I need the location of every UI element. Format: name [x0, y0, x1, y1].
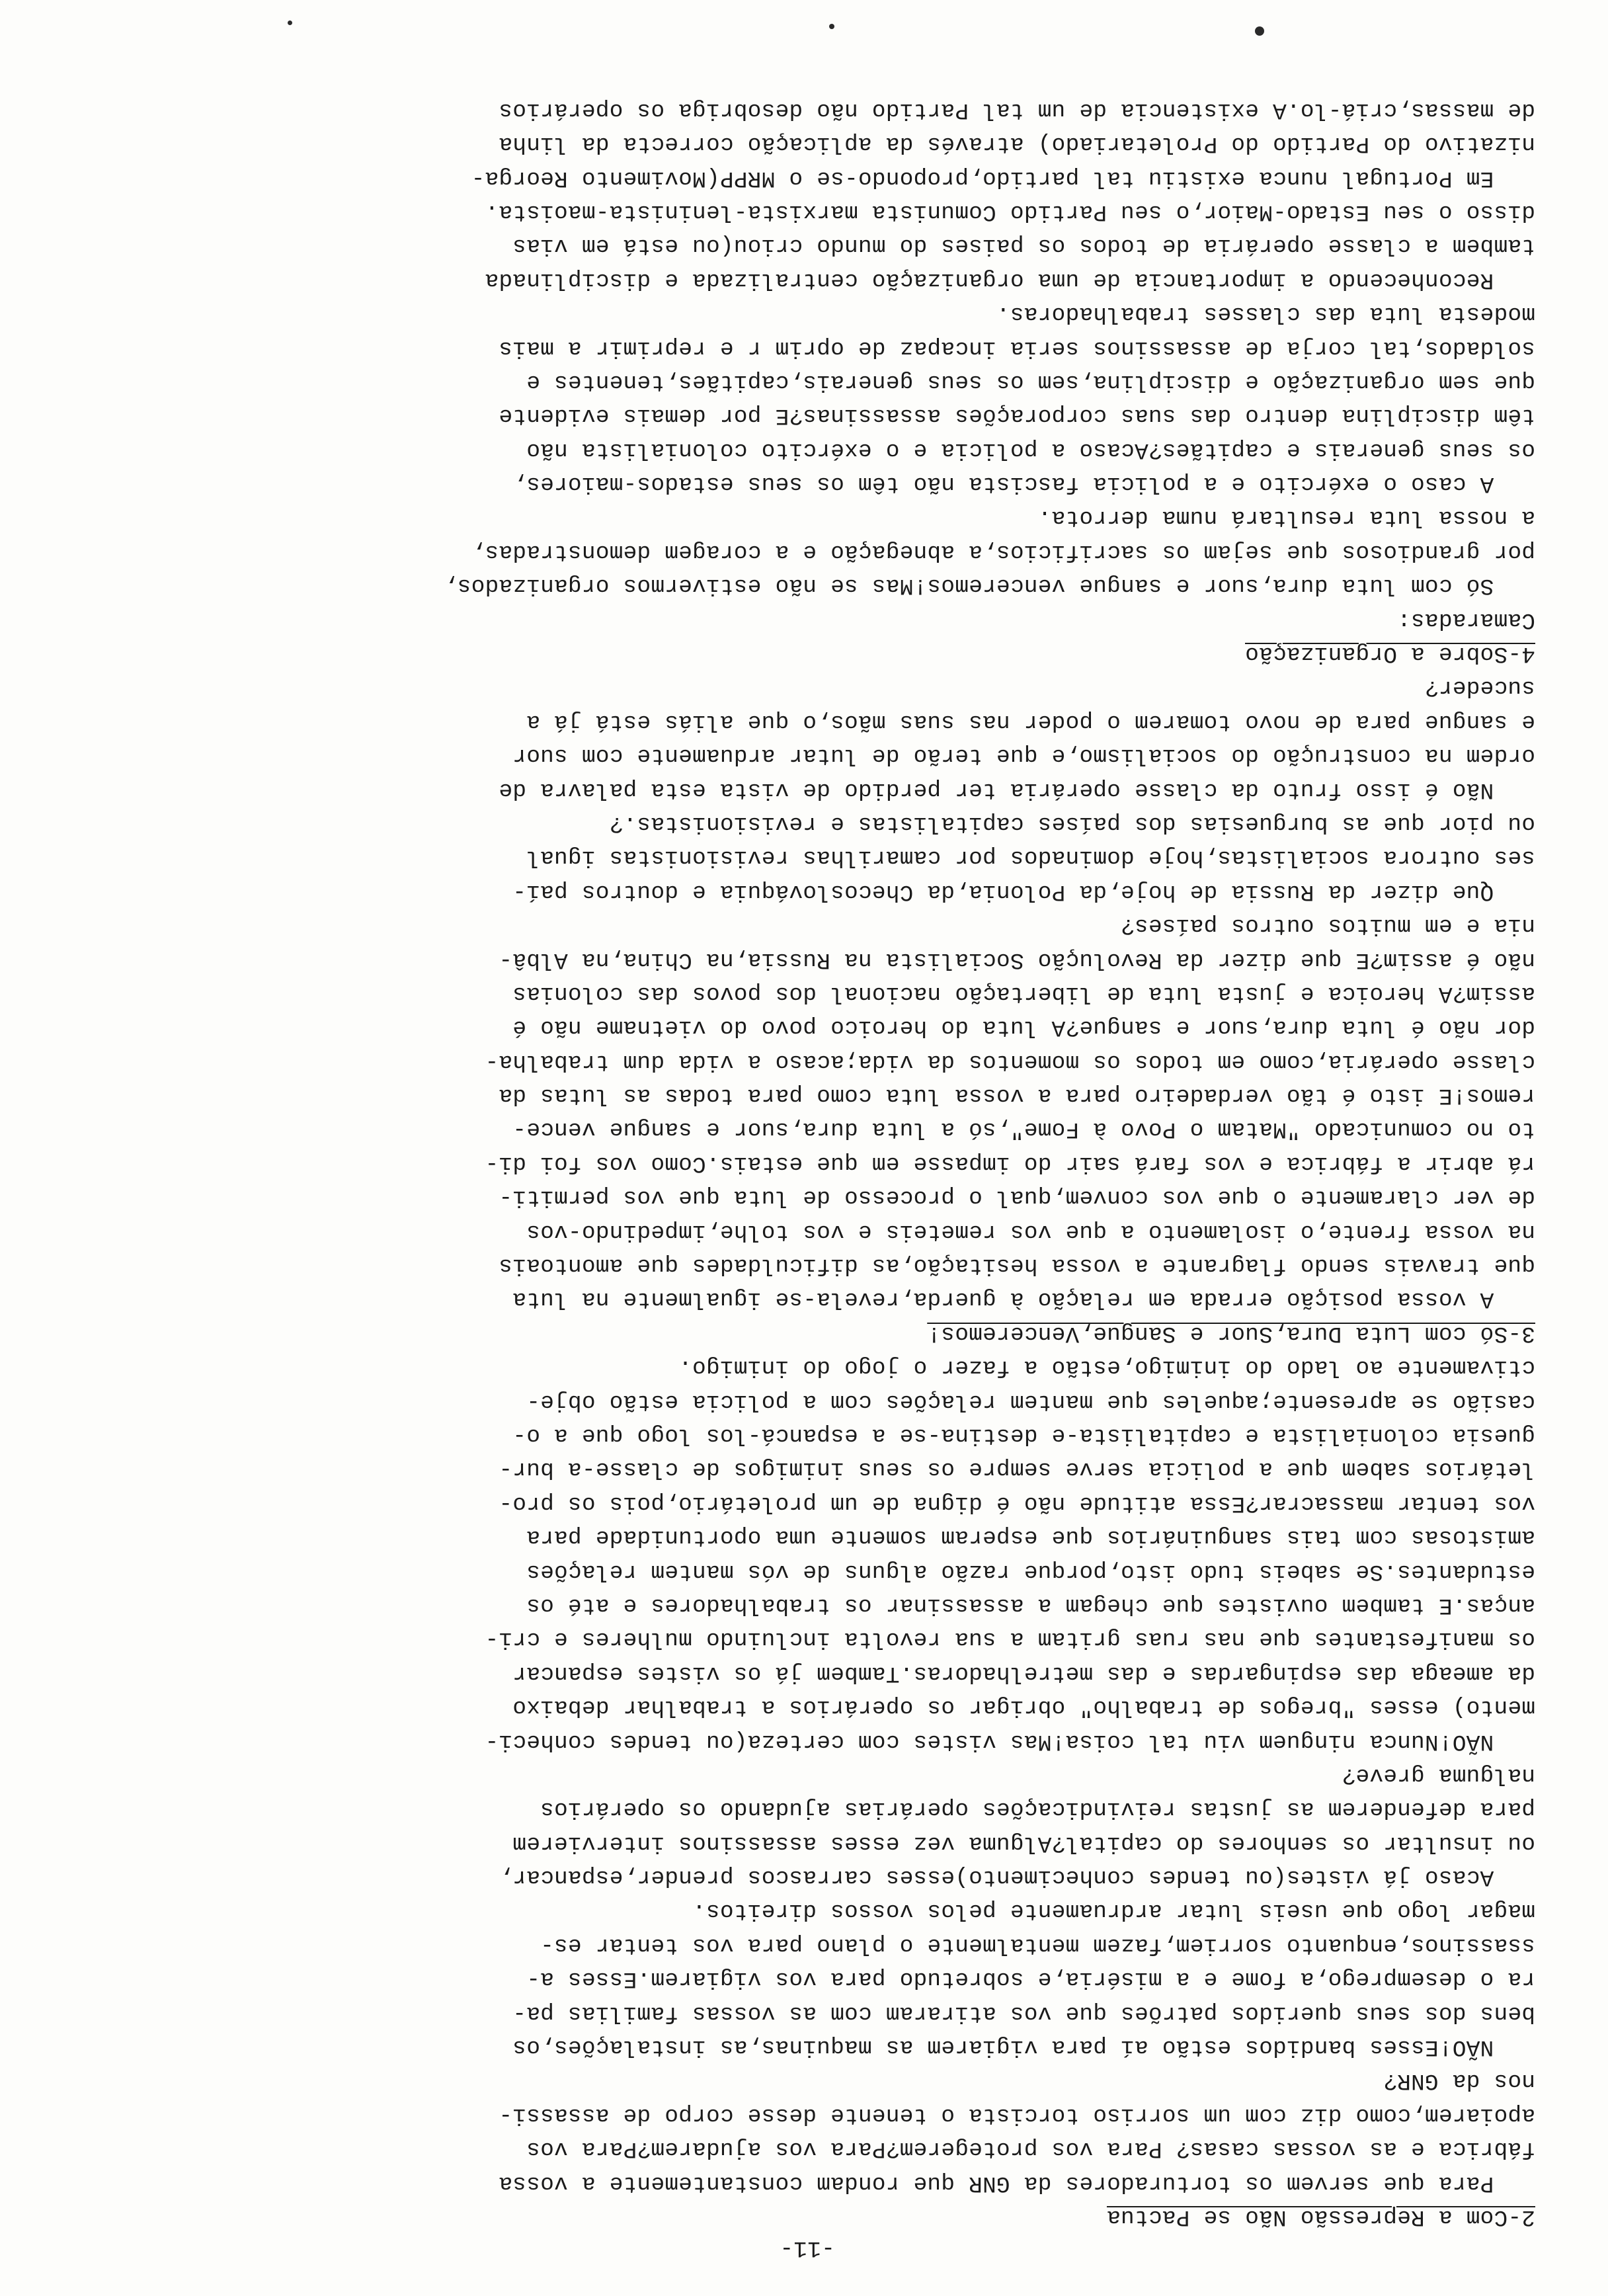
section-heading: 4-Sobre a Organização — [1245, 641, 1535, 667]
text-line: que travais sendo flagrante a vossa hesitação,as dificuldades que amontoais — [499, 1252, 1535, 1279]
text-line: suceder? — [1424, 675, 1535, 701]
text-line: os manifestantes que nas ruas gritam a sua revolta incluindo mulheres e cri- — [485, 1626, 1535, 1653]
text-line: to no comunicado "Matam o Povo à Fome",só a luta dura,suor e sangue vence- — [512, 1116, 1535, 1143]
ink-mark — [829, 24, 834, 29]
text-line: assim?A heroica e justa luta de libertação nacional dos povos das colonias — [512, 980, 1535, 1006]
document-body — [79, 93, 1535, 2234]
text-line: soldados,tal corja de assassinos seria incapaz de oprim r e reprimir a mais — [499, 335, 1535, 361]
text-line: Em Portugal nunca existiu tal partido,propondo-se o MRPP(Movimento Reorga- — [471, 165, 1535, 191]
text-line: da ameaga das espingardas e das metrelhadoras.Tambem já os vistes espancar — [512, 1660, 1535, 1686]
text-line: de ver claramente o que vos convem,qual o processo de luta que vos permiti- — [499, 1184, 1535, 1211]
text-line: modesta luta das classes trabalhadoras. — [996, 301, 1535, 327]
text-line: Reconhecendo a importancia de uma organização centralizada e disciplinada — [485, 266, 1535, 293]
text-line: ses outrora socialistas,hoje dominados por camarilhas revisionistas igual — [526, 844, 1535, 871]
text-line: por grandiosos que sejam os sacrificios,a abnegação e a coragem demonstradas, — [471, 538, 1535, 565]
text-line: remos!E isto é tão verdadeiro para a vossa luta como para todas as lutas da — [499, 1083, 1535, 1109]
text-line: estudantes.Se sabeis tudo isto,porque razão alguns de vós mantem relações — [526, 1558, 1535, 1584]
text-line: vos tentar massacrar?Essa atitude não é digna de um proletário,pois os pro- — [499, 1490, 1535, 1516]
text-line: têm disciplina dentro das suas corporações assassinas?E por demais evidente — [499, 403, 1535, 429]
text-line: os seus generais e capitães?Acaso a policia e o exército colonialista não — [526, 436, 1535, 463]
text-line: rá abrir a fábrica e vos fará sair do impasse em que estais.Como vos foi di- — [485, 1150, 1535, 1176]
section-heading: 2-Com a Repressão Não se Pactua — [1106, 2204, 1535, 2230]
text-line: A caso o exército e a policia fascista não têm os seus estados-maiores, — [512, 471, 1535, 497]
text-line: Que dizer da Russia de hoje,da Polonia,da Checoslováquia e doutros paí- — [512, 878, 1535, 905]
text-line: ou pior que as burguesias dos países capitalistas e revisionistas.? — [609, 810, 1535, 837]
text-line: não é assim?E que dizer da Revolução Socialista na Russia,na China,na Albâ- — [499, 946, 1535, 973]
text-line: guesia colonialista e capitalista-e destina-se a espancá-los logo que a o- — [512, 1422, 1535, 1449]
text-line: bens dos seus queridos patrões que vos atiraram com as vossas familias pa- — [512, 2000, 1535, 2026]
text-line: apoiarem,como diz com um sorriso torcista o tenente desse corpo de assassi- — [499, 2102, 1535, 2128]
ink-mark — [288, 20, 292, 25]
page-number: -11- — [780, 2235, 835, 2261]
text-line: nia e em muitos outros países? — [1120, 913, 1535, 939]
text-line: a nossa luta resultará numa derrota. — [1037, 505, 1535, 531]
text-line: disso o seu Estado-Maior,o seu Partido Comunista marxista-leninista-maoista. — [485, 198, 1535, 225]
text-line: Camaradas: — [1396, 606, 1535, 633]
text-line: Não é isso fruto da classe operária ter perdido de vista esta palavra de — [499, 776, 1535, 803]
text-line: Acaso já vistes(ou tendes conhecimento)esses carrascos prender,espancar, — [499, 1864, 1535, 1891]
text-line: ou insultar os senhores do capital?Alguma vez esses assassinos intervierem — [512, 1830, 1535, 1856]
text-line: NÃO!Esses bandidos estão aí para vigiarem as maquinas,as instalações,os — [512, 2034, 1535, 2061]
text-line: A vossa posição errada em relação à guerda,revela-se igualmente na luta — [512, 1286, 1535, 1313]
text-line: tambem a classe operária de todos os paises do mundo criou(ou está em vias — [512, 233, 1535, 259]
text-line: ordem na construção do socialismo,e que terão de lutar arduamente com suor — [512, 743, 1535, 769]
text-line: fábrica e as vossas casas? Para vos protegerem?Para vos ajudarem?Para vos — [526, 2136, 1535, 2162]
text-line: para defenderem as justas reivindicações operárias ajudando os operários — [540, 1796, 1535, 1823]
text-line: Para que servem os torturadores da GNR que rondam constantemente a vossa — [499, 2170, 1535, 2196]
text-line: anças.E tambem ouvistes que chegam a assassinar os trabalhadores e até os — [526, 1592, 1535, 1618]
text-line: ssassinos,enquanto sorriem,fazem mentalmente o plano para vos tentar es- — [540, 1932, 1535, 1958]
text-line: classe operária,como em todos os momentos da vida;acaso a vida dum trabalha- — [485, 1048, 1535, 1075]
text-line: dor não é luta dura,suor e sangue?A luta do heroico povo do vietname não é — [512, 1014, 1535, 1041]
text-line: casião se apresente;aqueles que mantem relações com a policia estão obje- — [526, 1388, 1535, 1414]
text-line: na vossa frente,o isolamento a que vos remeteis e vos tolhe,impedindo-vos — [526, 1218, 1535, 1245]
text-line: ctivamente ao lado do inimigo,estão a fazer o jogo do inimigo. — [678, 1354, 1535, 1381]
text-line: nizativo do Partido do Proletariado) através da aplicação correcta da linha — [499, 131, 1535, 157]
text-line: amistosas com tais sanguinários que esperam somente uma oportunidade para — [526, 1524, 1535, 1551]
text-line: de massas,criá-lo.A existencia de um tal Partido não desobriga os operários — [499, 97, 1535, 123]
text-line: ra o desemprego,a fome e a miséria,e sobretudo para vos vigiarem.Esses a- — [526, 1966, 1535, 1992]
ink-mark — [1255, 26, 1264, 36]
text-line: Só com luta dura,suor e sangue venceremos!Mas se não estivermos organizados, — [443, 573, 1535, 599]
text-line: e sangue para de novo tomarem o poder nas suas mãos,o que aliás está já a — [526, 708, 1535, 735]
section-heading: 3-Só com Luta Dura,Suor e Sangue,Venceremos! — [927, 1320, 1535, 1346]
text-line: nalguma greve? — [1342, 1762, 1535, 1788]
text-line: magar logo que useis lutar ardruamente pelos vossos direitos. — [692, 1898, 1535, 1924]
text-line: letários sabem que a policia serve sempre os seus inimigos de classe-a bur- — [499, 1456, 1535, 1483]
text-line: nos da GNR? — [1383, 2068, 1535, 2094]
text-line: que sem organização e disciplina,sem os seus generais,capitães,tenentes e — [526, 368, 1535, 395]
text-line: mento) esses "bregos de trabalho" obrigar os operários a trabalhar debaixo — [512, 1694, 1535, 1721]
text-line: NÃO!Nunca ninguem viu tal coisa!Mas vistes com certeza(ou tendes conheci- — [485, 1728, 1535, 1754]
